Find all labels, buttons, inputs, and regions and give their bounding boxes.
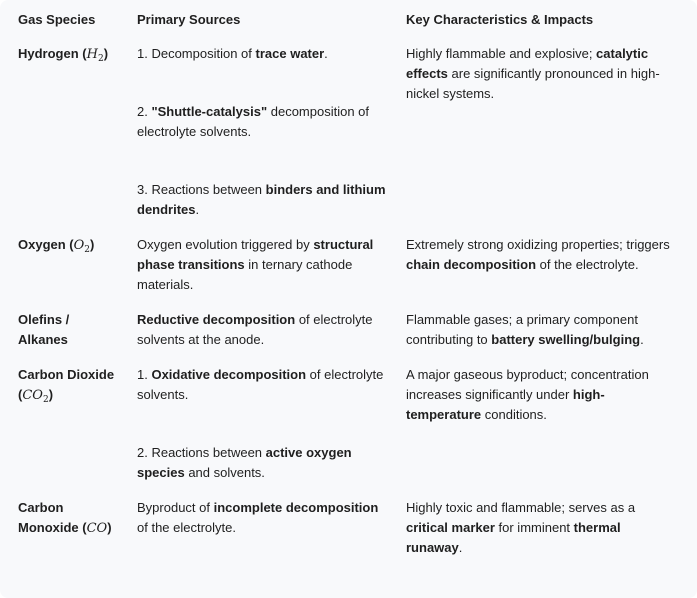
chemical-formula: $H_2$ [86, 47, 104, 64]
chemical-formula: $CO_2$ [22, 388, 49, 405]
impact-cell: A major gaseous byproduct; concentration increases significantly under high-temperature conditions. [406, 367, 649, 422]
bold-text: active oxygen species [137, 445, 352, 480]
primary-sources-cell [127, 365, 396, 498]
source-item: 1. Decomposition of trace water. [137, 46, 328, 61]
source-item: Oxygen evolution triggered by structural phase transitions in ternary cathode materials. [137, 237, 374, 292]
bold-text: Reductive decomposition [137, 312, 296, 327]
gas-species-cell: Carbon Dioxide $(CO_2)$ [18, 367, 115, 405]
bold-text: high-temperature [406, 387, 605, 422]
source-item: 1. Oxidative decomposition of electrolyte solvents. [137, 367, 384, 402]
bold-text: binders and lithium dendrites [137, 182, 386, 217]
bold-text: structural phase transitions [137, 237, 374, 272]
table-body [8, 44, 689, 573]
bold-text: chain decomposition [406, 257, 537, 272]
source-item: 2. "Shuttle-catalysis" decomposition of electrolyte solvents. [137, 104, 370, 139]
impact-cell: Flammable gases; a primary component contributing to battery swelling/bulging. [406, 312, 644, 347]
bold-text: critical marker [406, 520, 495, 535]
gas-species-cell: Oxygen $(O_2)$ [18, 237, 95, 255]
bold-text: battery swelling/bulging [491, 332, 641, 347]
header-key-characteristics: Key Characteristics & Impacts [406, 12, 594, 27]
table-row [8, 235, 689, 310]
gas-species-cell: Olefins / Alkanes [18, 312, 70, 347]
gas-species-cell: Hydrogen $(H_2)$ [18, 46, 109, 64]
source-item: 2. Reactions between active oxygen species and solvents. [137, 445, 352, 480]
table-row [8, 310, 689, 365]
chemical-formula: $O_2$ [73, 238, 91, 255]
header-primary-sources: Primary Sources [137, 12, 241, 27]
header-gas-species: Gas Species [18, 12, 96, 27]
table-header-row [8, 8, 689, 44]
chemical-formula: CO [86, 521, 108, 536]
bold-text: "Shuttle-catalysis" [151, 104, 268, 119]
impact-cell: Extremely strong oxidizing properties; triggers chain decomposition of the electrolyte. [406, 237, 670, 272]
bold-text: Oxidative decomposition [151, 367, 307, 382]
source-item: 3. Reactions between binders and lithium dendrites. [137, 182, 386, 217]
primary-sources-cell [127, 310, 396, 365]
gas-species-cell: Carbon Monoxide (CO) [18, 500, 112, 536]
table-row [8, 365, 689, 498]
bold-text: trace water [255, 46, 325, 61]
bold-text: thermal runaway [406, 520, 621, 555]
gas-species-table [8, 8, 689, 573]
source-item: Reductive decomposition of electrolyte solvents at the anode. [137, 312, 373, 347]
primary-sources-cell [127, 498, 396, 573]
table-row [8, 44, 689, 235]
primary-sources-cell [127, 44, 396, 235]
table-row [8, 498, 689, 573]
bold-text: catalytic effects [406, 46, 649, 81]
impact-cell: Highly flammable and explosive; catalytic effects are significantly pronounced in high-nickel systems. [406, 46, 660, 101]
bold-text: incomplete decomposition [213, 500, 379, 515]
source-item: Byproduct of incomplete decomposition of the electrolyte. [137, 500, 379, 535]
primary-sources-cell [127, 235, 396, 310]
impact-cell: Highly toxic and flammable; serves as a critical marker for imminent thermal runaway. [406, 500, 636, 555]
